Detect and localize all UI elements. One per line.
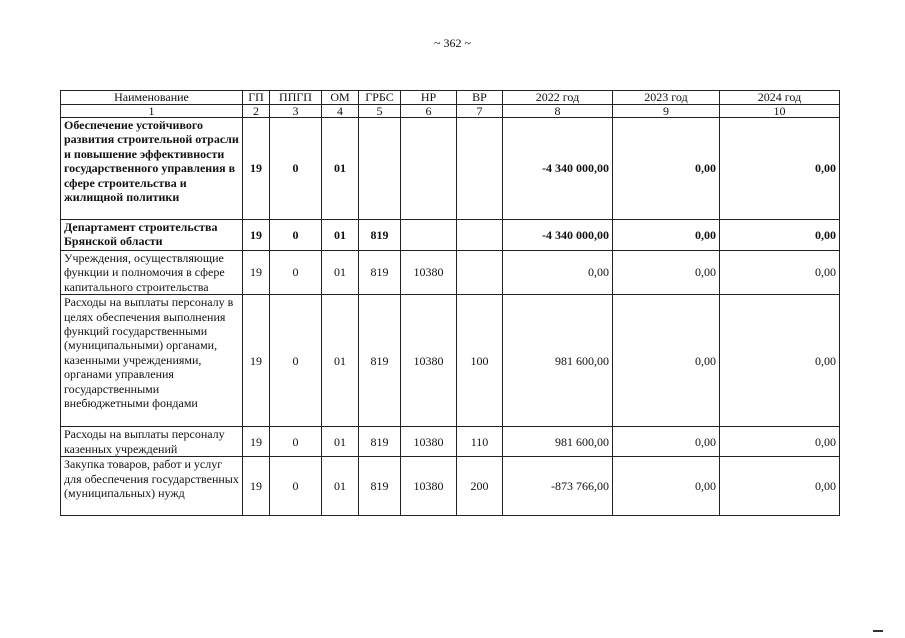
cell-ppgp: 0 bbox=[270, 295, 322, 427]
cell-nr: 10380 bbox=[401, 251, 457, 295]
header-ppgp: ППГП bbox=[270, 91, 322, 105]
cell-grbs: 819 bbox=[359, 220, 401, 251]
cell-nr bbox=[401, 118, 457, 220]
cell-om: 01 bbox=[322, 457, 359, 516]
cell-gp: 19 bbox=[243, 118, 270, 220]
column-number: 1 bbox=[61, 105, 243, 118]
cell-nr: 10380 bbox=[401, 457, 457, 516]
cell-ppgp: 0 bbox=[270, 457, 322, 516]
cell-grbs: 819 bbox=[359, 457, 401, 516]
table-row bbox=[61, 427, 840, 457]
cell-vr: 100 bbox=[457, 295, 503, 427]
header-vr: ВР bbox=[457, 91, 503, 105]
cell-nr: 10380 bbox=[401, 295, 457, 427]
column-number: 7 bbox=[457, 105, 503, 118]
cell-2023: 0,00 bbox=[613, 427, 720, 457]
column-number: 2 bbox=[243, 105, 270, 118]
cell-ppgp: 0 bbox=[270, 220, 322, 251]
cell-grbs bbox=[359, 118, 401, 220]
cell-gp: 19 bbox=[243, 251, 270, 295]
cell-2023: 0,00 bbox=[613, 118, 720, 220]
cell-2022: 981 600,00 bbox=[503, 427, 613, 457]
cell-ppgp: 0 bbox=[270, 118, 322, 220]
cell-2024: 0,00 bbox=[720, 427, 840, 457]
cell-2024: 0,00 bbox=[720, 251, 840, 295]
header-gp: ГП bbox=[243, 91, 270, 105]
cell-2022: 981 600,00 bbox=[503, 295, 613, 427]
cell-om: 01 bbox=[322, 427, 359, 457]
header-2024: 2024 год bbox=[720, 91, 840, 105]
row-name: Департамент строительства Брянской области bbox=[61, 220, 243, 251]
column-number: 4 bbox=[322, 105, 359, 118]
cell-2022: -4 340 000,00 bbox=[503, 118, 613, 220]
column-number-row bbox=[61, 105, 840, 118]
cell-2024: 0,00 bbox=[720, 220, 840, 251]
cell-gp: 19 bbox=[243, 427, 270, 457]
cell-vr: 110 bbox=[457, 427, 503, 457]
header-2022: 2022 год bbox=[503, 91, 613, 105]
table-row bbox=[61, 295, 840, 427]
row-name: Закупка товаров, работ и услуг для обеспечения государственных (муниципальных) нужд bbox=[61, 457, 243, 516]
cell-nr: 10380 bbox=[401, 427, 457, 457]
page-number: ~ 362 ~ bbox=[434, 36, 471, 50]
cell-grbs: 819 bbox=[359, 295, 401, 427]
table-row bbox=[61, 118, 840, 220]
scan-mark bbox=[873, 630, 883, 632]
cell-2022: -873 766,00 bbox=[503, 457, 613, 516]
cell-2022: 0,00 bbox=[503, 251, 613, 295]
cell-2023: 0,00 bbox=[613, 251, 720, 295]
row-name: Учреждения, осуществляющие функции и полномочия в сфере капитального строительства bbox=[61, 251, 243, 295]
cell-ppgp: 0 bbox=[270, 251, 322, 295]
cell-2023: 0,00 bbox=[613, 220, 720, 251]
header-nr: НР bbox=[401, 91, 457, 105]
cell-om: 01 bbox=[322, 295, 359, 427]
header-om: ОМ bbox=[322, 91, 359, 105]
row-name: Расходы на выплаты персоналу в целях обеспечения выполнения функций государственными (муниципальными) органами, казенными учреждениями, органами управления государственными внебюджетными фондами bbox=[61, 295, 243, 427]
cell-om: 01 bbox=[322, 220, 359, 251]
budget-table bbox=[60, 90, 840, 516]
cell-vr: 200 bbox=[457, 457, 503, 516]
cell-grbs: 819 bbox=[359, 251, 401, 295]
cell-om: 01 bbox=[322, 118, 359, 220]
cell-vr bbox=[457, 220, 503, 251]
cell-grbs: 819 bbox=[359, 427, 401, 457]
row-name: Обеспечение устойчивого развития строительной отрасли и повышение эффективности государственного управления в сфере строительства и жилищной политики bbox=[61, 118, 243, 220]
column-number: 9 bbox=[613, 105, 720, 118]
cell-2024: 0,00 bbox=[720, 295, 840, 427]
header-2023: 2023 год bbox=[613, 91, 720, 105]
cell-nr bbox=[401, 220, 457, 251]
cell-2023: 0,00 bbox=[613, 295, 720, 427]
table-row bbox=[61, 220, 840, 251]
row-name: Расходы на выплаты персоналу казенных учреждений bbox=[61, 427, 243, 457]
column-number: 6 bbox=[401, 105, 457, 118]
column-number: 10 bbox=[720, 105, 840, 118]
header-row bbox=[61, 91, 840, 105]
cell-2023: 0,00 bbox=[613, 457, 720, 516]
cell-gp: 19 bbox=[243, 220, 270, 251]
column-number: 3 bbox=[270, 105, 322, 118]
cell-gp: 19 bbox=[243, 457, 270, 516]
table-row bbox=[61, 457, 840, 516]
header-name: Наименование bbox=[61, 91, 243, 105]
cell-om: 01 bbox=[322, 251, 359, 295]
cell-vr bbox=[457, 118, 503, 220]
cell-gp: 19 bbox=[243, 295, 270, 427]
cell-vr bbox=[457, 251, 503, 295]
cell-2024: 0,00 bbox=[720, 118, 840, 220]
cell-2022: -4 340 000,00 bbox=[503, 220, 613, 251]
cell-2024: 0,00 bbox=[720, 457, 840, 516]
table-row bbox=[61, 251, 840, 295]
header-grbs: ГРБС bbox=[359, 91, 401, 105]
column-number: 8 bbox=[503, 105, 613, 118]
column-number: 5 bbox=[359, 105, 401, 118]
cell-ppgp: 0 bbox=[270, 427, 322, 457]
